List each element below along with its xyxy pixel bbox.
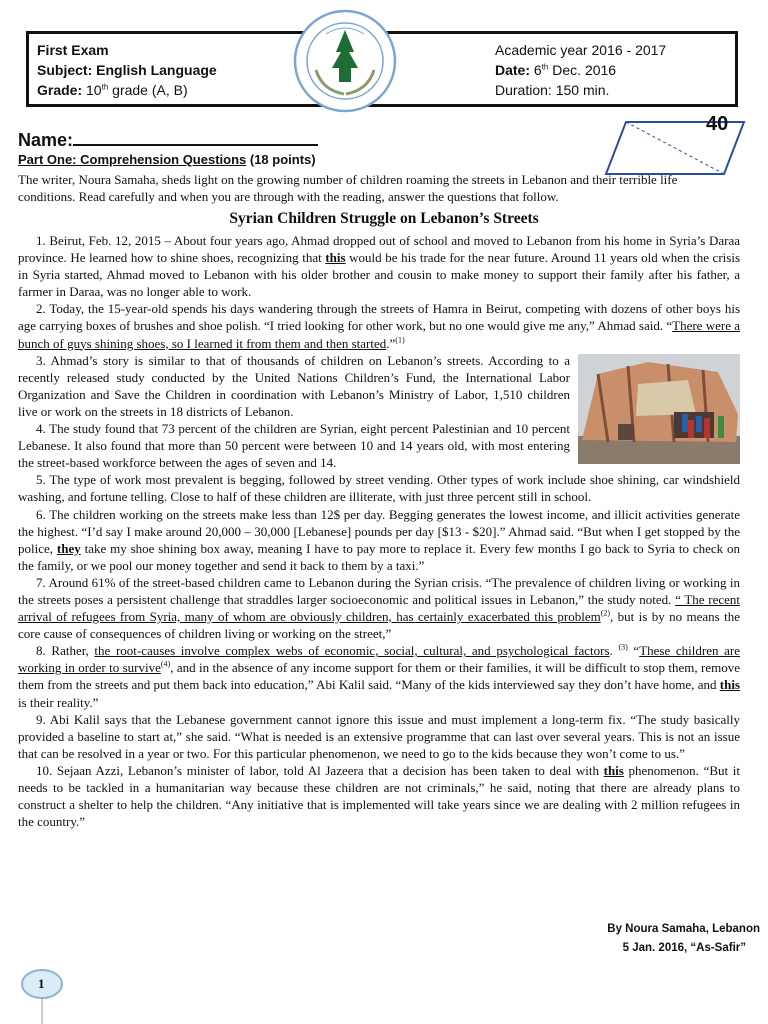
refugee-tent-photo [578,354,740,464]
date-line: Date: 6th Dec. 2016 [495,62,617,78]
author: By Noura Samaha, Lebanon [607,923,760,935]
byline [607,920,760,958]
header-right [495,40,666,100]
paragraph-7: 7. Around 61% of the street-based children came to Lebanon during the Syrian crisis. “The prevalence of children living or working in the streets poses a persistent challenge that straddles larger socioeconomic and political issues in Lebanon,” the study noted. “ The recent arrival of refugees from Syria, many of whom are obviously children, has certainly exacerbated this problem$^{(2)}$, but is by no means the core cause of consequences of children living or working on the street,” [18,574,741,642]
part-one-heading: Part One: Comprehension Questions (18 points) [18,152,316,167]
name-field: Name: [18,128,318,151]
paragraph-4: 4. The study found that 73 percent of the children are Syrian, eight percent Palestinian and 10 percent Lebanese. It also found that more than 50 percent were between 10 and 14 years old, with most entering the street-based workforce between the ages of seven and 14. [18,421,570,471]
instructions: The writer, Noura Samaha, sheds light on the growing number of children roaming the streets in Lebanon and their terrible life conditions. Read carefully and when you are through with the reading, answer the questions that follow. [18,172,678,204]
header-left [37,40,217,100]
duration: Duration: 150 min. [495,82,610,98]
paragraph-1: 1. Beirut, Feb. 12, 2015 – About four years ago, Ahmad dropped out of school and moved to Lebanon from his home in Syria’s Daraa province. He learned how to shine shoes, recognizing that this would be his trade for the near future. Around 11 years old when the crisis in Syria started, Ahmad moved to Lebanon with his older brother and cousin to make money to support their family after his father, a farmer in Daraa, was no longer able to work. [18,233,740,300]
article-body [18,232,740,830]
paragraph-3: 3. Ahmad’s story is similar to that of thousands of children on Lebanon’s streets. According to a recently released study conducted by the United Nations Children’s Fund, the International Labor Organization and Save the Children in coordination with Lebanon’s Ministry of Labor, 1,510 children live or work on the streets in 18 districts of Lebanon. [18,352,570,419]
source: 5 Jan. 2016, “As-Safir” [622,942,746,954]
total-score: 40 [706,113,729,135]
page-number-badge-icon [18,966,66,1024]
paragraph-2: 2. Today, the 15-year-old spends his days wandering through the streets of Hamra in Beirut, competing with dozens of other boys his age carrying boxes of brushes and shoe polish. “I tried looking for other work, but no one would give me any,” Ahmad said. “There were a bunch of guys shining shoes, so I learned it from them and then started.”$^{(1)}$ [18,301,740,351]
page-number: 1 [38,976,45,991]
exam-title: First Exam [37,42,109,58]
paragraph-5: 5. The type of work most prevalent is begging, followed by street vending. Other types of work include shoe shining, car windshield washing, and fortune telling. Close to half of these children are illiterate, with just three percent still in school. [18,472,740,505]
school-logo-icon [292,8,398,114]
grade-line: Grade: 10th grade (A, B) [37,82,188,98]
paragraph-6: 6. The children working on the streets make less than 12$ per day. Begging generates the lowest income, and illicit activities generate the highest. “I’d say I make around 20,000 – 30,000 [Lebanese] pounds per day [$13 - $20].” Ahmad said. “But when I get stopped by the police, they take my shoe shining box away, meaning I have to pay more to replace it. Every few months I go back to Syria to check on the family, or we pool our money together and send it back to them by a taxi.” [18,506,740,573]
article-title: Syrian Children Struggle on Lebanon’s Streets [229,210,539,227]
paragraph-10: 10. Sejaan Azzi, Lebanon’s minister of labor, told Al Jazeera that a decision has been taken to deal with this phenomenon. “But it needs to be tackled in a humanitarian way because these children are not criminals,” he said, noting that there are already plans to construct a shelter to help the children. “Any initiative that is implemented will take years since we are dealing with 2 million refugees in the country.” [18,762,740,830]
paragraph-8: 8. Rather, the root-causes involve complex webs of economic, social, cultural, and psychological factors. $^{(3)}$ “These children are working in order to survive$^{(4)}$, and in the absence of any income support for them or their families, it will be difficult to stop them, remove them from the streets and put them back into education,” Abi Kalil said. “Many of the kids interviewed say they don’t have home, and this is their reality.” [18,642,740,710]
academic-year: Academic year 2016 - 2017 [495,42,667,58]
paragraph-9: 9. Abi Kalil says that the Lebanese government cannot ignore this issue and must implement a long-term fix. “The study basically provided a baseline to start at,” she said. “What is needed is an extensive programme that can last over several years. This is not an issue that can be resolved in a year or two. For this particular phenomenon, we need to go to the kids because they won’t come to us.” [18,711,740,761]
subject-line: Subject: English Language [37,62,217,78]
